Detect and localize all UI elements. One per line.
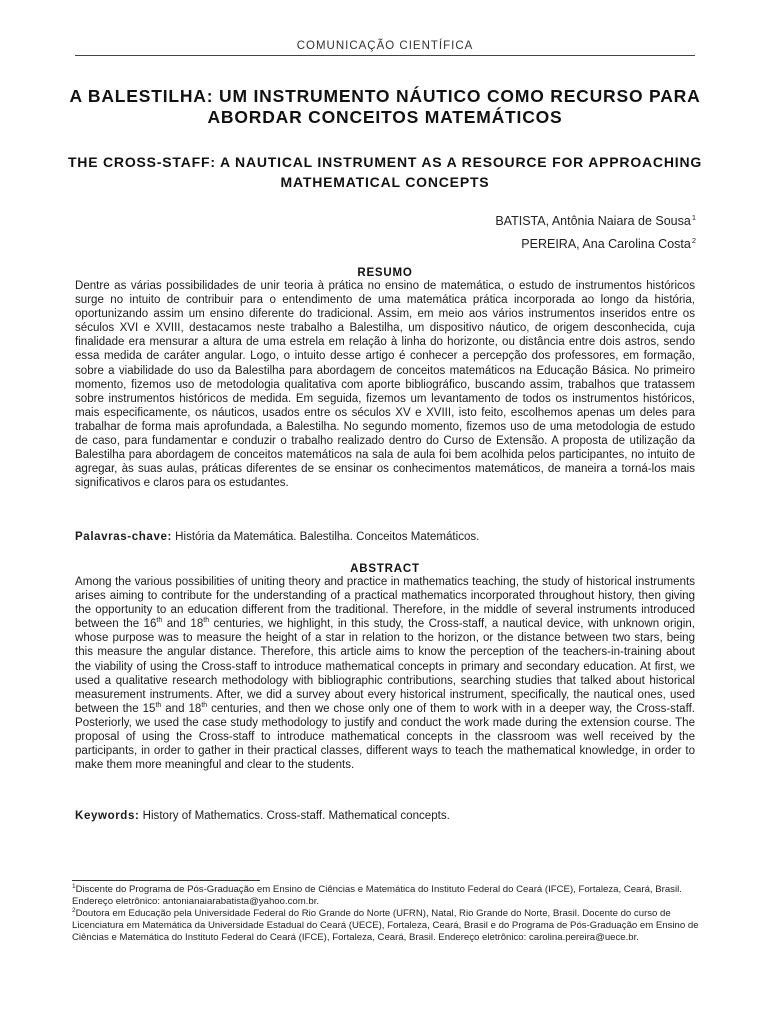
resumo-heading: RESUMO [357, 267, 413, 279]
abstract-heading: ABSTRACT [350, 563, 420, 575]
footnote-marker[interactable]: 1 [691, 213, 696, 222]
footnote-1: $^1$Discente do Programa de Pós-Graduação em Ensino de Ciências e Matemática do Instituto Federal do Ceará (IFCE), Fortaleza, Ceará, Brasil. Endereço eletrônico: antonianaiarabatista@yahoo.com.br. [72, 883, 682, 908]
section-label: COMUNICAÇÃO CIENTÍFICA [296, 40, 474, 52]
footnote-divider [72, 880, 260, 881]
footnotes [72, 884, 702, 944]
keywords-text: História da Matemática. Balestilha. Conceitos Matemáticos. [175, 531, 480, 543]
footnote-marker[interactable]: 2 [691, 236, 696, 245]
title-portuguese: A BALESTILHA: UM INSTRUMENTO NÁUTICO COMO RECURSO PARA ABORDAR CONCEITOS MATEMÁTICOS [69, 86, 701, 127]
keywords-text: History of Mathematics. Cross-staff. Mathematical concepts. [142, 810, 450, 822]
abstract-body: Among the various possibilities of uniting theory and practice in mathematics teaching, the study of historical instruments arises aiming to contribute for the understanding of a practical mathematics incorporated throughout history, then giving the opportunity to an education different from the traditional. Therefore, in the middle of several instruments introduced between the 16th and 18th centuries, we highlight, in this study, the Cross-staff, a nautical device, with unknown origin, whose purpose was to measure the height of a star in relation to the horizon, or the distance between two stars, being this measure the angular distance. Therefore, this article aims to know the perception of the teachers-in-training about the viability of using the Cross-staff to introduce mathematical concepts in primary and secondary education. At first, we used a qualitative research methodology with bibliographic contributions, searching studies that talked about historical measurement instruments. After, we did a survey about every historical instrument, specifically, the nautical ones, used between the 15th and 18th centuries, and then we chose only one of them to work with in a deeper way, the Cross-staff. Posteriorly, we used the case study methodology to justify and conduct the work made during the extension course. The proposal of using the Cross-staff to introduce mathematical concepts in the classroom was well received by the participants, in order to gather in their practical classes, different ways to teach the mathematical knowledge, in order to make them more meaningful and clear to the students. [75, 576, 696, 772]
footnote-2: $^2$Doutora em Educação pela Universidade Federal do Rio Grande do Norte (UFRN), Natal, Rio Grande do Norte, Brasil. Docente do curso de Licenciatura em Matemática da Universidade Estadual do Ceará (UECE), Fortaleza, Ceará, Brasil e do Programa de Pós-Graduação em Ensino de Ciências e Matemática do Instituto Federal do Ceará (IFCE), Fortaleza, Ceará, Brasil. Endereço eletrônico: carolina.pereira@uece.br. [72, 907, 699, 944]
keywords-en [75, 809, 695, 823]
author-name: PEREIRA, Ana Carolina Costa [521, 237, 691, 251]
keywords-label: Keywords: [75, 810, 140, 822]
author-2 [495, 231, 696, 254]
author-name: BATISTA, Antônia Naiara de Sousa [495, 214, 691, 228]
resumo-body: Dentre as várias possibilidades de unir teoria à prática no ensino de matemática, o estudo de instrumentos históricos surge no intuito de contribuir para o entendimento de uma matemática prática incorporada ao longo da história, oportunizando assim um ensino diferente do tradicional. Assim, em meio aos vários instrumentos inseridos entre os séculos XVI e XVIII, destacamos neste trabalho a Balestilha, um dispositivo náutico, de origem desconhecida, cuja finalidade era mensurar a altura de uma estrela em relação à linha do horizonte, ou distância entre dois astros, sendo essa medida de caráter angular. Logo, o intuito desse artigo é conhecer a percepção dos professores, em formação, sobre a viabilidade do uso da Balestilha para abordagem de conceitos matemáticos na Educação Básica. No primeiro momento, fizemos uso de metodologia qualitativa com aporte bibliográfico, buscando assim, trabalhos que tratassem sobre instrumentos históricos de medida. Em seguida, fizemos um levantamento de todos os instrumentos históricos, mais especificamente, os náuticos, usados entre os séculos XV e XVIII, isto feito, escolhemos apenas um deles para trabalhar de forma mais aprofundada, a Balestilha. No segundo momento, fizemos uso de uma metodologia de estudo de caso, para fundamentar e conduzir o trabalho realizado dentro do Curso de Extensão. A proposta de utilização da Balestilha para abordagem de conceitos matemáticos na sala de aula foi bem acolhida pelos participantes, no intuito de agregar, às suas aulas, práticas diferentes de se ensinar os conhecimentos matemáticos, de maneira a torná-los mais significativos e claros para os estudantes. [75, 280, 695, 490]
author-1 [495, 208, 696, 231]
title-english: THE CROSS-STAFF: A NAUTICAL INSTRUMENT AS A RESOURCE FOR APPROACHING MATHEMATICAL CONCEPTS [67, 154, 703, 190]
header-divider [75, 55, 695, 56]
keywords-pt [75, 530, 695, 544]
keywords-label: Palavras-chave: [75, 531, 172, 543]
author-list [495, 208, 696, 254]
